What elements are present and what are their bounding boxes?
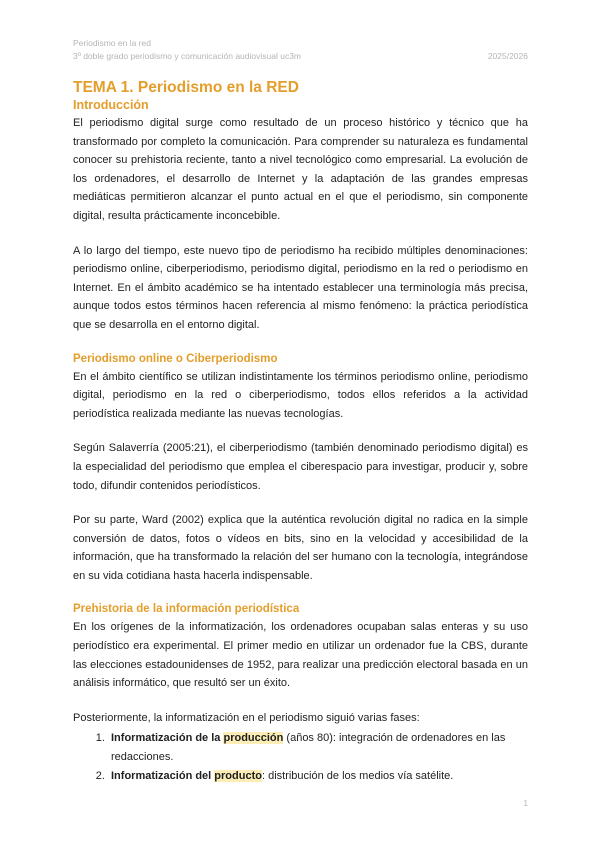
- intro-heading: Introducción: [73, 98, 149, 112]
- list-item-text: : distribución de los medios vía satélite.: [261, 769, 454, 782]
- online-paragraph-3: Por su parte, Ward (2002) explica que la auténtica revolución digital no radica en la simple conversión de datos, fotos o vídeos en bits, sino en la velocidad y accesibilidad de la información, que ha transformado la relación del ser humano con la tecnología, integrándose en su vida cotidiana hasta hacerla indispensable.: [73, 514, 528, 582]
- online-heading: Periodismo online o Ciberperiodismo: [73, 352, 278, 365]
- header-course: Periodismo en la red: [73, 38, 151, 48]
- list-item-term: Informatización del: [111, 769, 215, 782]
- intro-paragraph-1: El periodismo digital surge como resultado de un proceso histórico y técnico que ha transformado por completo la comunicación. Para comprender su naturaleza es fundamental conocer su prehistoria reciente, tanto a nivel tecnológico como empresarial. La evolución de los ordenadores, el desarrollo de Internet y la adaptación de las grandes empresas mediáticas permitieron alcanzar el punto actual en el que el periodismo, sin componente digital, resulta prácticamente inconcebible.: [73, 117, 528, 222]
- document-title: TEMA 1. Periodismo en la RED: [73, 79, 299, 96]
- intro-paragraph-2: A lo largo del tiempo, este nuevo tipo de periodismo ha recibido múltiples denominaciones: periodismo online, ciberperiodismo, periodismo digital, periodismo en la red o periodismo en Internet. En el ámbito académico se ha intentado establecer una terminología más precisa, aunque todos estos términos hacen referencia al mismo fenómeno: la práctica periodística que se desarrolla en el entorno digital.: [73, 244, 528, 331]
- prehistoria-paragraph-1: En los orígenes de la informatización, los ordenadores ocupaban salas enteras y su uso periodístico era experimental. El primer medio en utilizar un ordenador fue la CBS, durante las elecciones estadounidenses de 1952, para realizar una predicción electoral basada en un análisis informático, que resultó ser un éxito.: [73, 621, 528, 690]
- header-degree: 3º doble grado periodismo y comunicación audiovisual uc3m: [73, 51, 302, 61]
- page-header: [73, 37, 528, 63]
- list-item-highlight: producto: [214, 769, 262, 782]
- header-row: [73, 50, 528, 63]
- prehistoria-heading: Prehistoria de la información periodística: [73, 603, 300, 616]
- online-paragraph-1: En el ámbito científico se utilizan indistintamente los términos periodismo online, periodismo digital, periodismo en la red o ciberperiodismo, todos ellos referidos a la actividad periodística realizada mediante las nuevas tecnologías.: [73, 370, 528, 420]
- list-item: [108, 767, 528, 786]
- document-body: [73, 79, 528, 785]
- page-number: 1: [523, 799, 528, 808]
- header-year: 2025/2026: [487, 51, 528, 61]
- prehistoria-paragraph-2: Posteriormente, la informatización en el periodismo siguió varias fases:: [73, 711, 420, 724]
- list-item-highlight: producción: [223, 732, 284, 745]
- list-item: [108, 729, 528, 766]
- phases-list: [73, 729, 528, 785]
- list-item-text: (años 80): integración de ordenadores en las redacciones.: [111, 732, 506, 764]
- online-paragraph-2: Según Salaverría (2005:21), el ciberperiodismo (también denominado periodismo digital) es la especialidad del periodismo que emplea el ciberespacio para investigar, producir y, sobre todo, difundir contenidos periodísticos.: [73, 442, 528, 492]
- list-item-term: Informatización de la: [111, 732, 224, 745]
